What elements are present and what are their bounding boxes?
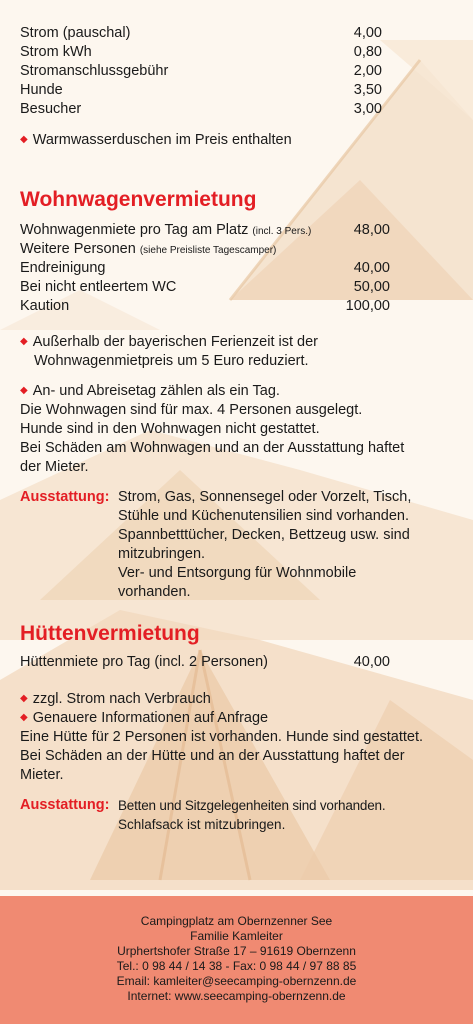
caravan-text-line3: Bei Schäden am Wohnwagen und an der Ausstattung haftet xyxy=(20,440,405,456)
caravan-note-days xyxy=(20,382,280,402)
hut-rent-value: 40,00 xyxy=(353,654,390,670)
caravan-note-offseason-line2: Wohnwagenmietpreis um 5 Euro reduziert. xyxy=(34,353,309,369)
bullet-diamond-icon: ◆ xyxy=(20,693,28,704)
price-value-strom-kwh: 0,80 xyxy=(353,44,382,60)
footer-address: Urphertshofer Straße 17 – 91619 Obernzenn xyxy=(117,944,356,958)
price-value-stromanschluss: 2,00 xyxy=(353,63,382,79)
caravan-equipment-line4: mitzubringen. xyxy=(118,546,206,562)
caravan-note-offseason-line1: Außerhalb der bayerischen Ferienzeit ist der xyxy=(32,334,319,350)
price-value-strom-pauschal: 4,00 xyxy=(353,25,382,41)
caravan-extra-note: (siehe Preisliste Tagescamper) xyxy=(139,245,277,256)
footer-website-link[interactable]: Internet: www.seecamping-obernzenn.de xyxy=(127,989,346,1003)
caravan-rent-label: Wohnwagenmiete pro Tag am Platz xyxy=(20,222,249,238)
caravan-note-days-text: An- und Abreisetag zählen als ein Tag. xyxy=(32,383,280,399)
bullet-diamond-icon: ◆ xyxy=(20,712,28,723)
caravan-equipment-line6: vorhanden. xyxy=(118,584,191,600)
caravan-equipment-line1: Strom, Gas, Sonnensegel oder Vorzelt, Tisch, xyxy=(118,489,412,505)
hut-bullet-electricity-text: zzgl. Strom nach Verbrauch xyxy=(32,691,211,707)
hut-rent-label: Hüttenmiete pro Tag (incl. 2 Personen) xyxy=(20,654,268,670)
caravan-cleaning-label: Endreinigung xyxy=(20,260,106,276)
price-label-stromanschluss: Stromanschlussgebühr xyxy=(20,63,169,79)
note-showers xyxy=(20,131,292,151)
hut-equipment-label: Ausstattung: xyxy=(20,797,110,813)
caravan-row-extra-persons xyxy=(20,240,276,260)
caravan-text-line2: Hunde sind in den Wohnwagen nicht gestattet. xyxy=(20,421,320,437)
hut-bullet-info xyxy=(20,709,268,729)
caravan-extra-label: Weitere Personen xyxy=(20,241,136,257)
caravan-row-rent xyxy=(20,221,311,241)
footer-phone-fax: Tel.: 0 98 44 / 14 38 - Fax: 0 98 44 / 97 88 85 xyxy=(116,959,357,973)
caravan-deposit-value: 100,00 xyxy=(345,298,390,314)
caravan-rent-note: (incl. 3 Pers.) xyxy=(252,226,312,237)
caravan-cleaning-value: 40,00 xyxy=(353,260,390,276)
section-heading-wohnwagen: Wohnwagenvermietung xyxy=(20,188,257,211)
caravan-equipment-line3: Spannbetttücher, Decken, Bettzeug usw. sind xyxy=(118,527,410,543)
hut-equipment-line2: Schlafsack ist mitzubringen. xyxy=(118,817,286,832)
caravan-equipment-line2: Stühle und Küchenutensilien sind vorhanden. xyxy=(118,508,410,524)
caravan-text-line4: der Mieter. xyxy=(20,459,89,475)
note-showers-text: Warmwasserduschen im Preis enthalten xyxy=(32,132,292,148)
caravan-deposit-label: Kaution xyxy=(20,298,70,314)
caravan-text-line1: Die Wohnwagen sind für max. 4 Personen ausgelegt. xyxy=(20,402,363,418)
contact-footer xyxy=(0,896,473,1024)
price-label-besucher: Besucher xyxy=(20,101,82,117)
footer-email-link[interactable]: Email: kamleiter@seecamping-obernzenn.de xyxy=(116,974,357,988)
hut-text-line3: Mieter. xyxy=(20,767,64,783)
price-label-strom-kwh: Strom kWh xyxy=(20,44,92,60)
caravan-note-offseason xyxy=(20,333,318,353)
hut-equipment-line1: Betten und Sitzgelegenheiten sind vorhanden. xyxy=(118,798,386,813)
bullet-diamond-icon: ◆ xyxy=(20,134,28,145)
caravan-wc-label: Bei nicht entleertem WC xyxy=(20,279,177,295)
price-label-strom-pauschal: Strom (pauschal) xyxy=(20,25,131,41)
footer-family: Familie Kamleiter xyxy=(190,929,283,943)
caravan-equipment-label: Ausstattung: xyxy=(20,489,110,505)
hut-bullet-electricity xyxy=(20,690,211,710)
price-label-hunde: Hunde xyxy=(20,82,63,98)
hut-text-line2: Bei Schäden an der Hütte und an der Ausstattung haftet der xyxy=(20,748,405,764)
bullet-diamond-icon: ◆ xyxy=(20,336,28,347)
bullet-diamond-icon: ◆ xyxy=(20,385,28,396)
footer-campsite-name: Campingplatz am Obernzenner See xyxy=(140,914,333,928)
price-value-besucher: 3,00 xyxy=(353,101,382,117)
caravan-equipment-line5: Ver- und Entsorgung für Wohnmobile xyxy=(118,565,357,581)
caravan-wc-value: 50,00 xyxy=(353,279,390,295)
section-heading-huetten: Hüttenvermietung xyxy=(20,622,200,645)
caravan-rent-value: 48,00 xyxy=(353,222,390,238)
price-value-hunde: 3,50 xyxy=(353,82,382,98)
hut-text-line1: Eine Hütte für 2 Personen ist vorhanden. Hunde sind gestattet. xyxy=(20,729,424,745)
hut-bullet-info-text: Genauere Informationen auf Anfrage xyxy=(32,710,269,726)
